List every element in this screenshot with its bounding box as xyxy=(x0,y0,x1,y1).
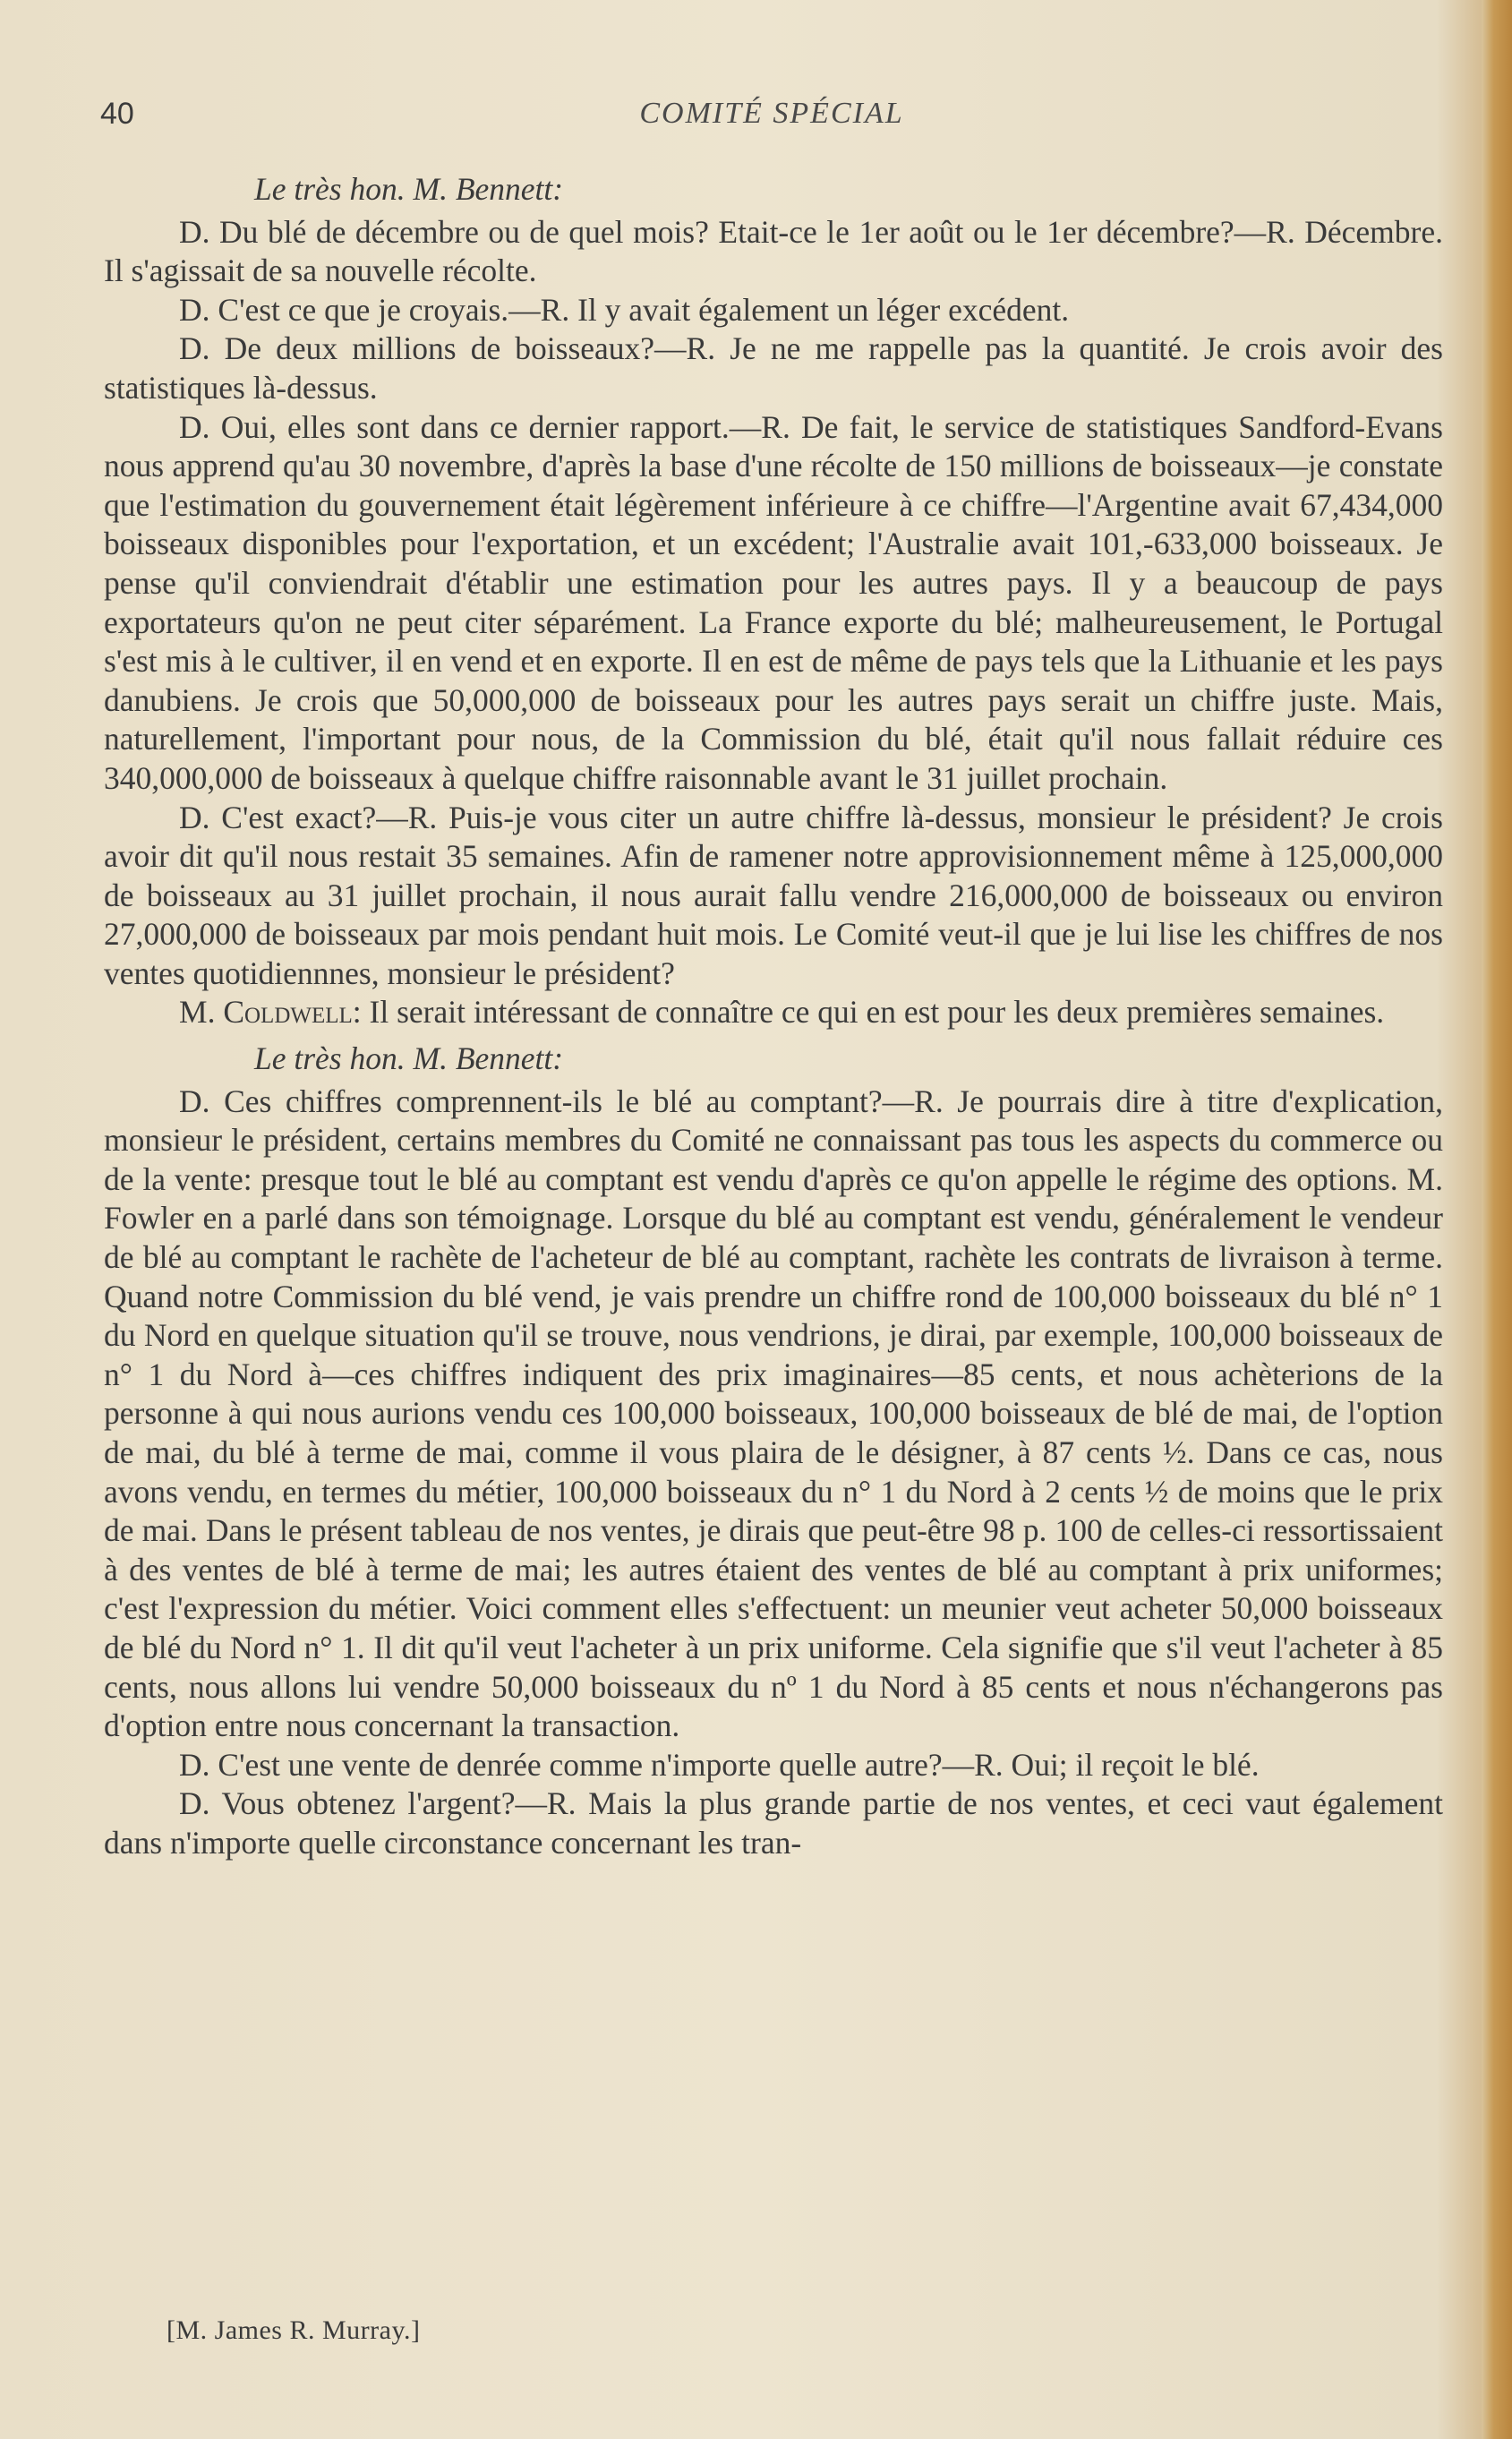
page-edge xyxy=(1482,0,1512,2439)
speaker-heading: Le très hon. M. Bennett: xyxy=(254,171,564,207)
paragraph-text: Il serait intéressant de connaître ce qui en est pour les deux premières semaines. xyxy=(361,994,1385,1031)
paragraph: D. C'est ce que je croyais.—R. Il y avait également un léger excédent. xyxy=(179,291,1070,328)
page-number: 40 xyxy=(100,97,134,131)
paragraph-coldwell xyxy=(104,993,1443,1032)
paragraph: D. Ces chiffres comprennent-ils le blé au comptant?—R. Je pourrais dire à titre d'explication, monsieur le président, certains membres du Comité ne connaissant pas tous les aspects du commerce ou de la vente: presque tout le blé au comptant est vendu d'après ce qu'on appelle le régime des options. M. Fowler en a parlé dans son témoignage. Lorsque du blé au comptant est vendu, généralement le vendeur de blé au comptant le rachète de l'acheteur de blé au comptant, rachète les contrats de livraison à terme. Quand notre Commission du blé vend, je vais prendre un chiffre rond de 100,000 boisseaux du blé n° 1 du Nord en quelque situation qu'il se trouve, nous vendrions, je dirai, par exemple, 100,000 boisseaux de n° 1 du Nord à—ces chiffres indiquent des prix imaginaires—85 cents, et nous achèterions de la personne à qui nous aurions vendu ces 100,000 boisseaux, 100,000 boisseaux de blé de mai, de l'option de mai, du blé à terme de mai, comme il vous plaira de le désigner, à 87 cents ½. Dans ce cas, nous avons vendu, en termes du métier, 100,000 boisseaux du n° 1 du Nord à 2 cents ½ de moins que le prix de mai. Dans le présent tableau de nos ventes, je dirais que peut-être 98 p. 100 de celles-ci ressortissaient à des ventes de blé à terme de mai; les autres étaient des ventes de blé au comptant à prix uniformes; c'est l'expression du métier. Voici comment elles s'effectuent: un meunier veut acheter 50,000 boisseaux de blé du Nord n° 1. Il dit qu'il veut l'acheter à un prix uniforme. Cela signifie que s'il veut l'acheter à 85 cents, nous allons lui vendre 50,000 boisseaux du nº 1 du Nord à 85 cents et nous n'échangerons pas d'option entre nous concernant la transaction. xyxy=(104,1083,1443,1744)
witness-footer: [M. James R. Murray.] xyxy=(167,2315,421,2345)
paragraph: D. Du blé de décembre ou de quel mois? Etait-ce le 1er août ou le 1er décembre?—R. Décembre. Il s'agissait de sa nouvelle récolte. xyxy=(104,213,1443,289)
paragraph: D. Vous obtenez l'argent?—R. Mais la plus grande partie de nos ventes, et ceci vaut également dans n'importe quelle circonstance concernant les tran- xyxy=(104,1785,1443,1861)
paragraph: D. De deux millions de boisseaux?—R. Je ne me rappelle pas la quantité. Je crois avoir des statistiques là-dessus. xyxy=(104,330,1443,406)
paragraph: D. C'est exact?—R. Puis-je vous citer un autre chiffre là-dessus, monsieur le président? Je crois avoir dit qu'il nous restait 35 semaines. Afin de ramener notre approvisionnement même à 125,000,000 de boisseaux au 31 juillet prochain, il nous aurait fallu vendre 216,000,000 de boisseaux ou environ 27,000,000 de boisseaux par mois pendant huit mois. Le Comité veut-il que je lui lise les chiffres de nos ventes quotidiennnes, monsieur le président? xyxy=(104,799,1443,991)
body-text xyxy=(104,170,1443,1863)
paragraph: D. C'est une vente de denrée comme n'importe quelle autre?—R. Oui; il reçoit le blé. xyxy=(179,1746,1260,1783)
speaker-heading: Le très hon. M. Bennett: xyxy=(254,1040,564,1077)
paragraph: D. Oui, elles sont dans ce dernier rapport.—R. De fait, le service de statistiques Sandford-Evans nous apprend qu'au 30 novembre, d'après la base d'une récolte de 150 millions de boisseaux—je constate que l'estimation du gouvernement était légèrement inférieure à ce chiffre—l'Argentine avait 67,434,000 boisseaux disponibles pour l'exportation, et un excédent; l'Australie avait 101,-633,000 boisseaux. Je pense qu'il conviendrait d'établir une estimation pour les autres pays. Il y a beaucoup de pays exportateurs qu'on ne peut citer séparément. La France exporte du blé; malheureusement, le Portugal s'est mis à le cultiver, il en vend et en exporte. Il en est de même de pays tels que la Lithuanie et les pays danubiens. Je crois que 50,000,000 de boisseaux pour les autres pays serait un chiffre juste. Mais, naturellement, l'important pour nous, de la Commission du blé, était qu'il nous fallait réduire ces 340,000,000 de boisseaux à quelque chiffre raisonnable avant le 31 juillet prochain. xyxy=(104,408,1443,796)
running-head: COMITÉ SPÉCIAL xyxy=(639,97,904,130)
page-header xyxy=(100,97,1443,136)
speaker-name: M. Coldwell: xyxy=(179,994,362,1031)
